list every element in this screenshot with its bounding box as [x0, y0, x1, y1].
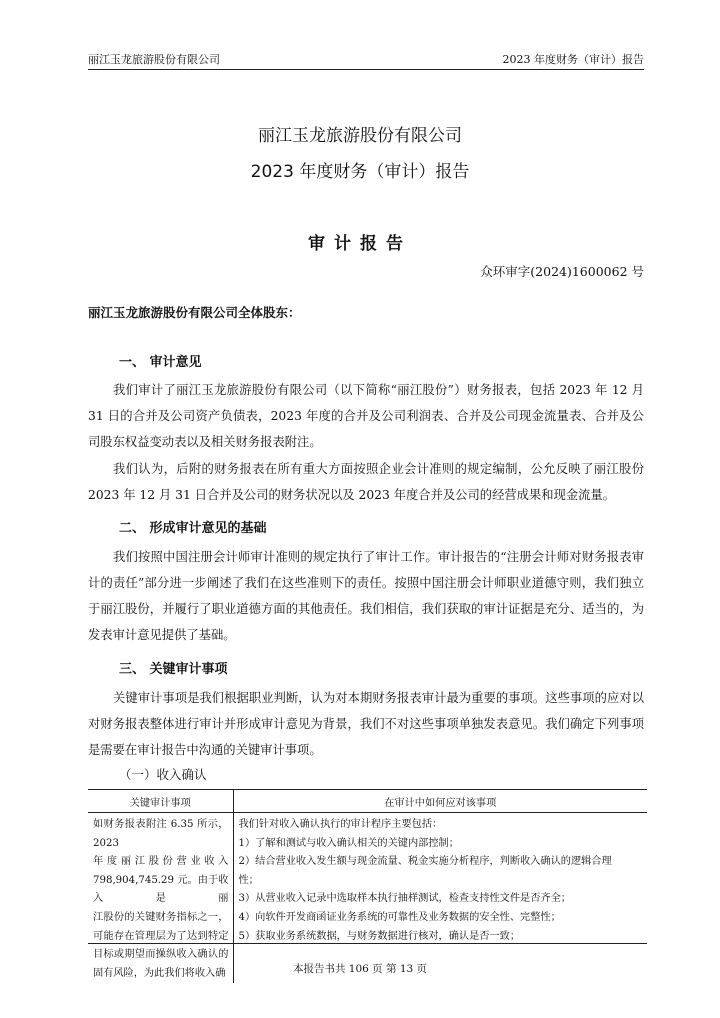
page-footer: 本报告书共 106 页 第 13 页	[292, 963, 428, 975]
header-report-name: 2023 年度财务（审计）报告	[502, 53, 644, 66]
section-title-basis: 二、 形成审计意见的基础	[119, 521, 267, 536]
paragraph-opinion: 我们认为，后附的财务报表在所有重大方面按照企业会计准则的规定编制，公允反映了丽江股份 2023 年 12 月 31 日合并及公司的财务状况以及 2023 年度合并及公司的经营成果和现金流量。	[88, 462, 644, 502]
subsection-title-revenue: （一）收入确认	[119, 767, 207, 782]
paragraph-key-audit-matters: 关键审计事项是我们根据职业判断，认为对本期财务报表审计最为重要的事项。这些事项的应对以对财务报表整体进行审计并形成审计意见为背景，我们不对这些事项单独发表意见。我们确定下列事项是需要在审计报告中沟通的关键审计事项。	[88, 691, 644, 757]
matter-line: 年度丽江股份营业收入	[93, 856, 229, 868]
matter-line: 固有风险，为此我们将收入确	[93, 967, 226, 979]
response-line: 2）结合营业收入发生额与现金流量、税金实施分析程序，判断收入确认的逻辑合理	[238, 856, 612, 868]
page-header	[88, 51, 644, 70]
response-line: 1）了解和测试与收入确认相关的关键内部控制；	[238, 837, 459, 849]
matter-line: 798,904,745.29 元。由于收入是丽	[93, 874, 229, 905]
paragraph-basis: 我们按照中国注册会计师审计准则的规定执行了审计工作。审计报告的“注册会计师对财务报表审计的责任”部分进一步阐述了我们在这些准则下的责任。按照中国注册会计师职业道德守则，我们独立于丽江股份，并履行了职业道德方面的其他责任。我们相信，我们获取的审计证据是充分、适当的，为发表审计意见提供了基础。	[88, 550, 644, 642]
table-header-response: 在审计中如何应对该事项	[233, 790, 647, 813]
header-company-name: 丽江玉龙旅游股份有限公司	[88, 53, 220, 66]
addressee: 丽江玉龙旅游股份有限公司全体股东：	[88, 305, 301, 320]
response-line: 4）向软件开发商函证业务系统的可靠性及业务数据的安全性、完整性；	[238, 911, 561, 923]
report-number: 众环审字(2024)1600062 号	[480, 264, 644, 279]
response-cell	[233, 813, 647, 984]
table-header-row	[88, 790, 647, 813]
matter-line: 可能存在管理层为了达到特定	[93, 930, 229, 942]
audit-report-heading: 审计报告	[308, 234, 412, 254]
key-audit-matter-table	[88, 789, 647, 983]
section-title-key-audit-matters: 三、 关键审计事项	[119, 662, 228, 677]
matter-line: 如财务报表附注 6.35 所示，2023	[93, 819, 229, 849]
matter-description-cell	[88, 813, 233, 984]
response-line: 性；	[238, 874, 259, 886]
section-title-audit-opinion: 一、 审计意见	[119, 355, 202, 370]
response-line: 5）获取业务系统数据，与财务数据进行核对，确认是否一致；	[238, 930, 521, 942]
table-bottom-rule	[88, 943, 647, 944]
table-row	[88, 813, 647, 984]
matter-line: 江股份的关键财务指标之一，	[93, 911, 229, 923]
paragraph-audit-scope: 我们审计了丽江玉龙旅游股份有限公司（以下简称“丽江股份”）财务报表，包括 2023 年 12 月 31 日的合并及公司资产负债表，2023 年度的合并及公司利润表、合并及公司现金流量表、合并及公司股东权益变动表以及相关财务报表附注。	[88, 383, 644, 449]
response-line: 3）从营业收入记录中选取样本执行抽样测试，检查支持性文件是否齐全；	[238, 893, 571, 905]
document-title-report: 2023 年度财务（审计）报告	[250, 162, 470, 182]
document-title-company: 丽江玉龙旅游股份有限公司	[258, 126, 462, 146]
matter-line: 目标或期望而操纵收入确认的	[93, 949, 229, 961]
response-line: 我们针对收入确认执行的审计程序主要包括：	[238, 819, 443, 830]
table-header-matter: 关键审计事项	[88, 790, 233, 813]
